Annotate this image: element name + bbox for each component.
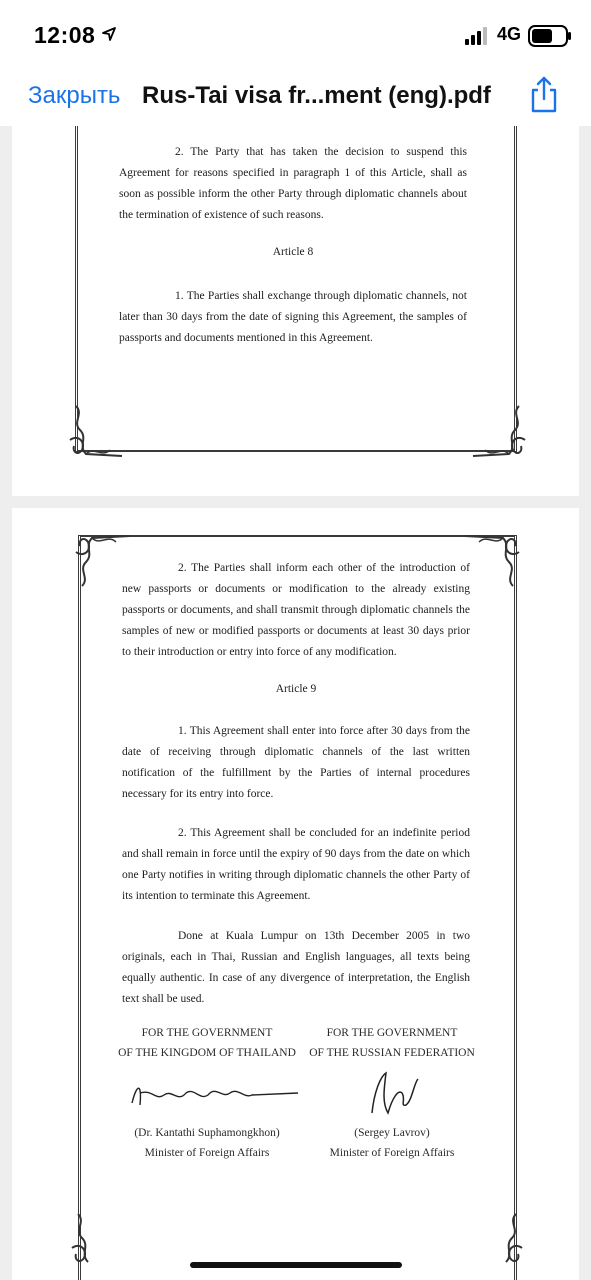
paragraph: Done at Kuala Lumpur on 13th December 2005 in two originals, each in Thai, Russian and English languages, all texts being equally authentic. In case of any divergence of interpretation, the English text shall be used.: [122, 930, 470, 1005]
corner-ornament-icon: [461, 528, 525, 592]
paragraph: 2. This Agreement shall be concluded for an indefinite period and shall remain in force until the expiry of 90 days from the date on which one Party notifies in writing through diplomatic channels the other Party of its intention to terminate this Agreement.: [122, 827, 470, 902]
article-heading: Article 8: [272, 246, 314, 258]
signature-block-russia: [302, 1023, 482, 1163]
paragraph: 2. The Party that has taken the decision to suspend this Agreement for reasons specified in paragraph 1 of this Article, shall as soon as possible inform the other Party through diplomatic channels about the termination of existence of such reasons.: [119, 146, 467, 221]
government-line: OF THE RUSSIAN FEDERATION: [309, 1047, 475, 1059]
handwritten-signature: [302, 1063, 482, 1123]
location-arrow-icon: [101, 26, 117, 42]
government-line: FOR THE GOVERNMENT: [326, 1027, 458, 1039]
pdf-page-1[interactable]: [12, 126, 579, 496]
paragraph: 1. This Agreement shall enter into force after 30 days from the date of receiving through diplomatic channels of the last written notification of the fulfillment by the Parties of internal procedures necessary for its entry into force.: [122, 725, 470, 800]
share-icon[interactable]: [528, 76, 560, 114]
signature-block-thailand: [112, 1023, 302, 1163]
handwritten-signature: [112, 1063, 302, 1123]
government-line: FOR THE GOVERNMENT: [141, 1027, 273, 1039]
cellular-signal-icon: [465, 27, 491, 45]
pdf-page-2[interactable]: [12, 508, 579, 1280]
article-heading: Article 9: [275, 683, 317, 695]
signatory-role: Minister of Foreign Affairs: [144, 1147, 270, 1159]
corner-ornament-icon: [464, 1208, 528, 1272]
home-indicator[interactable]: [190, 1262, 402, 1268]
signatory-name: (Sergey Lavrov): [354, 1127, 430, 1139]
signature-icon: [302, 1063, 482, 1123]
battery-icon: [528, 25, 572, 47]
signatory-role: Minister of Foreign Affairs: [329, 1147, 455, 1159]
paragraph: 2. The Parties shall inform each other of the introduction of new passports or documents or modification to the already existing passports or documents, and shall transmit through diplomatic channels the samples of new or modified passports or documents at least 30 days prior to their introduction or entry into force of any modification.: [122, 562, 470, 658]
corner-ornament-icon: [64, 400, 128, 464]
government-line: OF THE KINGDOM OF THAILAND: [118, 1047, 296, 1059]
corner-ornament-icon: [467, 400, 531, 464]
clock: 12:08: [34, 22, 96, 48]
network-type: 4G: [497, 24, 522, 44]
signature-icon: [112, 1063, 302, 1123]
corner-ornament-icon: [66, 1208, 130, 1272]
signatory-name: (Dr. Kantathi Suphamongkhon): [134, 1127, 280, 1139]
document-title: Rus-Tai visa fr...ment (eng).pdf: [142, 82, 491, 109]
status-bar: [0, 0, 591, 70]
navigation-bar: [0, 70, 591, 126]
paragraph: 1. The Parties shall exchange through diplomatic channels, not later than 30 days from the date of signing this Agreement, the samples of passports and documents mentioned in this Agreement.: [119, 290, 467, 344]
close-button[interactable]: Закрыть: [28, 82, 121, 109]
